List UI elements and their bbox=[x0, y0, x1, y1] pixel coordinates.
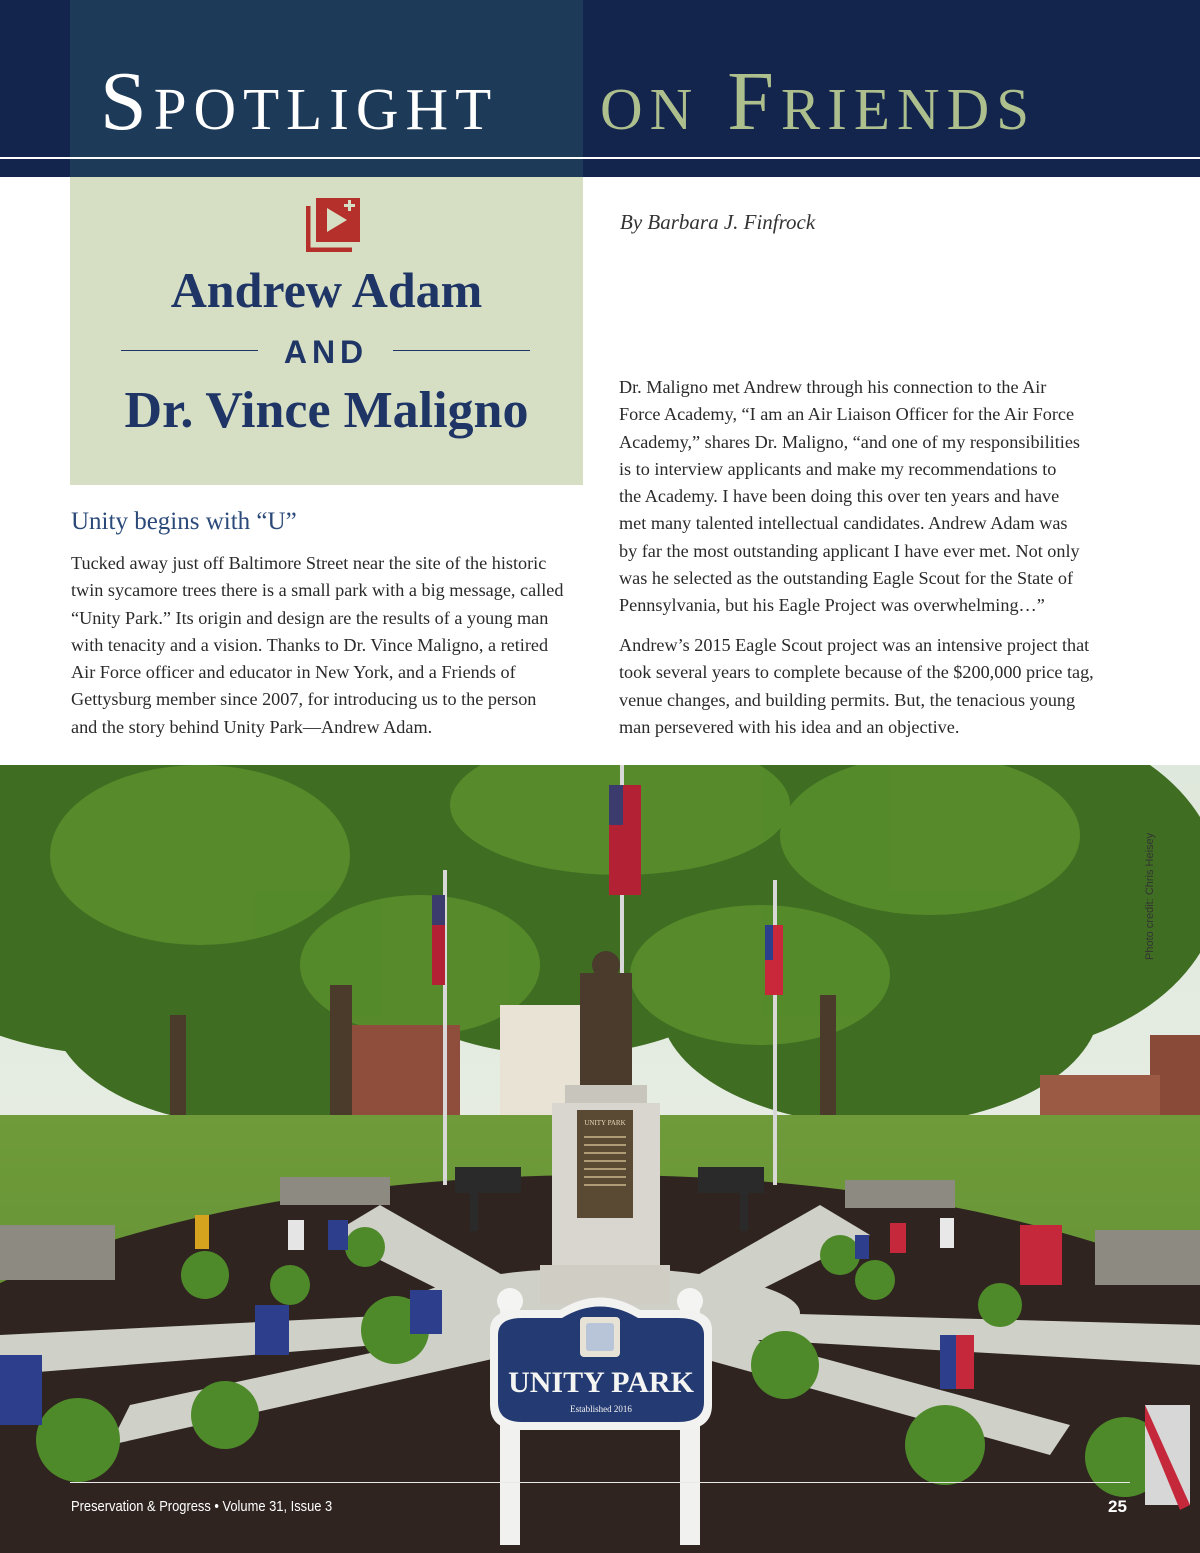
byline: By Barbara J. Finfrock bbox=[620, 210, 816, 234]
text-line: Academy,” shares Dr. Maligno, “and one of my responsibilities bbox=[619, 431, 1080, 452]
right-paragraph-1 bbox=[619, 374, 1134, 620]
title-divider-left bbox=[121, 350, 258, 351]
photo-credit: Photo credit: Chris Heisey bbox=[1144, 832, 1156, 960]
text-line: Air Force officer and educator in New York, and a Friends of bbox=[71, 662, 516, 683]
park-photo bbox=[0, 765, 1200, 1553]
text-line: Andrew’s 2015 Eagle Scout project was an intensive project that bbox=[619, 635, 1090, 655]
text-line: met many talented intellectual candidates. Andrew Adam was bbox=[619, 513, 1068, 534]
text-line: Pennsylvania, but his Eagle Project was overwhelming…” bbox=[619, 595, 1045, 616]
text-line: “Unity Park.” Its origin and design are the results of a young man bbox=[71, 607, 549, 628]
text-line: the Academy. I have been doing this over ten years and have bbox=[619, 486, 1060, 507]
section-subhead: Unity begins with “U” bbox=[71, 508, 297, 535]
article-title-name-1: Andrew Adam bbox=[170, 262, 483, 318]
footer-rule bbox=[70, 1482, 1130, 1483]
title-divider-right bbox=[393, 350, 530, 351]
text-line: was he selected as the outstanding Eagle Scout for the State of bbox=[619, 568, 1074, 589]
article-title-name-2: Dr. Vince Maligno bbox=[124, 382, 529, 439]
left-paragraph bbox=[71, 550, 586, 741]
text-line: Force Academy, “I am an Air Liaison Officer for the Air Force bbox=[619, 404, 1075, 425]
text-line: twin sycamore trees there is a small park with a big message, called bbox=[71, 580, 564, 601]
footer-publication: Preservation & Progress • Volume 31, Issue 3 bbox=[71, 1498, 333, 1515]
text-line: Tucked away just off Baltimore Street near the site of the historic bbox=[71, 553, 547, 573]
text-line: by far the most outstanding applicant I have ever met. Not only bbox=[619, 540, 1080, 561]
text-line: is to interview applicants and make my recommendations to bbox=[619, 458, 1057, 479]
sign-established: Established 2016 bbox=[570, 1404, 632, 1414]
text-line: Dr. Maligno met Andrew through his connection to the Air bbox=[619, 377, 1047, 397]
park-photo-illustration bbox=[0, 765, 1200, 1553]
text-line: Gettysburg member since 2007, for introducing us to the person bbox=[71, 689, 537, 710]
plaque-title: UNITY PARK bbox=[584, 1119, 626, 1127]
text-line: with tenacity and a vision. Thanks to Dr. Vince Maligno, a retired bbox=[71, 634, 549, 655]
text-line: and the story behind Unity Park—Andrew Adam. bbox=[71, 716, 433, 737]
section-title-word-2: on Friends bbox=[600, 55, 1037, 148]
sign-title: UNITY PARK bbox=[508, 1366, 694, 1399]
text-line: man persevered with his idea and an objective. bbox=[619, 716, 960, 737]
right-paragraph-2 bbox=[619, 632, 1134, 741]
page-number: 25 bbox=[1108, 1497, 1127, 1516]
video-play-icon[interactable] bbox=[306, 196, 362, 252]
title-and: AND bbox=[283, 334, 369, 370]
text-line: venue changes, and building permits. But, the tenacious young bbox=[619, 689, 1076, 710]
text-line: took several years to complete because of the $200,000 price tag, bbox=[619, 662, 1094, 683]
header-band-bottom-inset bbox=[70, 159, 583, 177]
section-title-word-1: Spotlight bbox=[100, 55, 499, 148]
